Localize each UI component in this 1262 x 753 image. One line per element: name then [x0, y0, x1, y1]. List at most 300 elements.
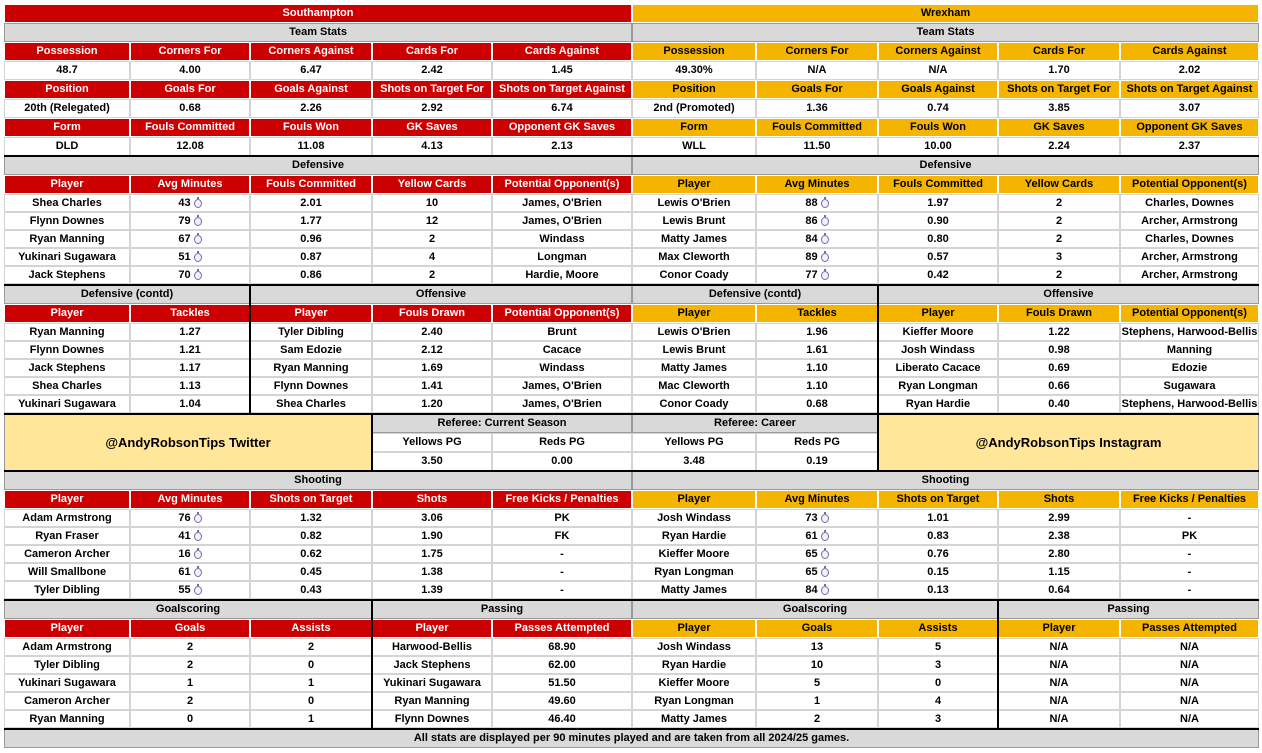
goalscoring-cell-left-text: Yukinari Sugawara [18, 676, 116, 689]
shooting-cell-right [632, 527, 756, 545]
referee-current-value [492, 452, 632, 471]
goalscoring-cell-left-text: Cameron Archer [24, 694, 110, 707]
team-stat-header-right-text: Fouls Committed [772, 121, 862, 133]
passing-header-left [492, 619, 632, 638]
shooting-title-right-text: Shooting [921, 474, 970, 486]
offensive-cell-left-text: 2.12 [421, 343, 443, 356]
defensive-contd-cell-right-text: Conor Coady [659, 397, 729, 410]
shooting-cell-left-text: - [560, 547, 564, 560]
shooting-cell-right [878, 509, 998, 527]
defensive-contd-cell-left [130, 359, 250, 377]
team-stat-value-right [998, 99, 1120, 118]
offensive-cell-left-text: 1.41 [421, 379, 443, 392]
defensive-cell-left-text: 0.96 [300, 232, 322, 245]
passing-cell-right [998, 692, 1120, 710]
team-stat-value-left [492, 137, 632, 156]
team-stat-header-right [1120, 118, 1259, 137]
defensive-contd-title-right-text: Defensive (contd) [708, 288, 802, 300]
shooting-cell-right-text: 61 [805, 529, 818, 542]
team-title-right-text: Wrexham [920, 7, 971, 19]
team-stat-header-left-text: Possession [36, 45, 98, 57]
offensive-cell-right-text: Stephens, Harwood-Bellis [1121, 397, 1258, 410]
defensive-cell-left-text: Windass [539, 232, 585, 245]
offensive-cell-right-text: 0.98 [1048, 343, 1070, 356]
team-stat-value-right-text: N/A [807, 64, 827, 76]
passing-header-right-text: Passes Attempted [1142, 622, 1237, 634]
passing-cell-left [492, 692, 632, 710]
shooting-cell-left-text: 1.38 [421, 565, 443, 578]
offensive-cell-left-text: Sam Edozie [280, 343, 342, 356]
shooting-cell-right [632, 545, 756, 563]
offensive-cell-right [998, 323, 1120, 341]
passing-cell-right [1120, 638, 1259, 656]
shooting-cell-right [998, 563, 1120, 581]
defensive-contd-title-left [4, 285, 250, 304]
shooting-header-right [998, 490, 1120, 509]
offensive-cell-right [998, 341, 1120, 359]
team-stat-value-left-text: 20th (Relegated) [24, 102, 110, 114]
defensive-cell-right-text: 2 [1055, 196, 1063, 209]
defensive-contd-cell-left [130, 323, 250, 341]
goalscoring-cell-right-text: 4 [934, 694, 942, 707]
team-stat-header-left [372, 42, 492, 61]
footer-note-text: All stats are displayed per 90 minutes played and are taken from all 2024/25 games. [413, 732, 850, 744]
shooting-title-left [4, 471, 632, 490]
passing-cell-right [998, 656, 1120, 674]
defensive-cell-right [998, 266, 1120, 284]
defensive-contd-cell-left [130, 377, 250, 395]
team-stat-header-right [878, 80, 998, 99]
defensive-header-right-text: Yellow Cards [1024, 178, 1094, 190]
goalscoring-cell-right [632, 638, 756, 656]
goalscoring-cell-left [130, 674, 250, 692]
defensive-contd-title-left-text: Defensive (contd) [80, 288, 174, 300]
goalscoring-cell-right-text: Josh Windass [657, 640, 731, 653]
offensive-header-left [372, 304, 492, 323]
defensive-contd-cell-right [632, 377, 756, 395]
shooting-cell-right [1120, 509, 1259, 527]
section-divider [249, 285, 251, 414]
team-stat-header-right-text: Fouls Won [909, 121, 966, 133]
shooting-cell-right-text: 1.01 [927, 511, 949, 524]
defensive-cell-left-text: James, O'Brien [522, 214, 602, 227]
offensive-cell-left [492, 395, 632, 413]
goalscoring-cell-left-text: 2 [186, 640, 194, 653]
team-stat-header-left [372, 118, 492, 137]
offensive-cell-left-text: James, O'Brien [522, 379, 602, 392]
shooting-cell-left [372, 545, 492, 563]
defensive-contd-cell-right [756, 359, 878, 377]
team-stat-value-left [130, 137, 250, 156]
defensive-contd-cell-left-text: 1.27 [179, 325, 201, 338]
passing-cell-right [998, 638, 1120, 656]
referee-current-value [372, 452, 492, 471]
defensive-cell-right-text: Archer, Armstrong [1141, 250, 1238, 263]
passing-cell-right-text: N/A [1049, 712, 1069, 725]
passing-cell-right [1120, 710, 1259, 728]
goalscoring-cell-right-text: 5 [934, 640, 942, 653]
goalscoring-cell-left [130, 710, 250, 728]
team-stat-value-right-text: 11.50 [803, 140, 831, 152]
defensive-cell-left [250, 266, 372, 284]
team-stat-header-left-text: Position [45, 83, 89, 95]
offensive-header-left-text: Player [294, 307, 328, 319]
goalscoring-cell-right-text: 3 [934, 712, 942, 725]
shooting-cell-right [1120, 581, 1259, 599]
passing-cell-left [372, 674, 492, 692]
defensive-contd-cell-right [632, 341, 756, 359]
defensive-cell-right [632, 266, 756, 284]
team-stat-value-left-text: 0.68 [179, 102, 201, 114]
defensive-cell-right [1120, 212, 1259, 230]
shooting-cell-left [250, 563, 372, 581]
goalscoring-header-left [250, 619, 372, 638]
offensive-cell-right-text: Liberato Cacace [895, 361, 981, 374]
shooting-cell-right-text: - [1187, 565, 1192, 578]
passing-cell-right-text: N/A [1180, 694, 1199, 707]
goalscoring-cell-left [4, 638, 130, 656]
team-stat-value-right [1120, 99, 1259, 118]
defensive-cell-left-text: Hardie, Moore [525, 268, 599, 281]
team-stat-header-right [756, 80, 878, 99]
goalscoring-title-right [632, 600, 998, 619]
offensive-header-left-text: Potential Opponent(s) [504, 307, 620, 319]
passing-cell-left [372, 638, 492, 656]
defensive-contd-cell-left-text: Jack Stephens [28, 361, 106, 374]
shooting-cell-left [492, 527, 632, 545]
offensive-title-right [878, 285, 1259, 304]
defensive-cell-right [1120, 248, 1259, 266]
defensive-contd-title-right [632, 285, 878, 304]
offensive-cell-left [372, 341, 492, 359]
goalscoring-cell-right-text: Ryan Hardie [661, 658, 727, 671]
passing-cell-left-text: Harwood-Bellis [391, 640, 473, 653]
defensive-cell-right [632, 230, 756, 248]
referee-career-header-text: Yellows PG [664, 436, 724, 448]
team-stat-header-left [4, 80, 130, 99]
defensive-contd-cell-left [4, 323, 130, 341]
team-stat-header-right-text: Form [680, 121, 708, 133]
shooting-header-left-text: Shots on Target [269, 493, 353, 505]
team-stat-header-left-text: Form [53, 121, 81, 133]
shooting-cell-left-text: 55 [178, 583, 191, 596]
defensive-contd-cell-right-text: Lewis Brunt [662, 343, 726, 356]
defensive-cell-right-text: 0.57 [927, 250, 949, 263]
defensive-cell-right-text: 77 [805, 268, 818, 281]
goalscoring-cell-right-text: 5 [813, 676, 821, 689]
defensive-cell-left [250, 194, 372, 212]
offensive-cell-left [372, 395, 492, 413]
shooting-cell-left-text: Ryan Fraser [35, 529, 99, 542]
defensive-cell-left-text: Longman [537, 250, 587, 263]
defensive-header-left-text: Player [50, 178, 84, 190]
shooting-cell-right-text: - [1187, 583, 1192, 596]
offensive-cell-left [492, 377, 632, 395]
shooting-cell-right [632, 563, 756, 581]
goalscoring-cell-left-text: Ryan Manning [29, 712, 105, 725]
offensive-cell-right [1120, 377, 1259, 395]
offensive-cell-right [878, 377, 998, 395]
goalscoring-cell-right [878, 674, 998, 692]
team-stat-header-right-text: Goals For [791, 83, 843, 95]
passing-cell-right-text: N/A [1049, 658, 1069, 671]
defensive-cell-left [4, 212, 130, 230]
goalscoring-cell-right-text: 13 [810, 640, 824, 653]
goalscoring-cell-right-text: 2 [813, 712, 821, 725]
shooting-cell-right [756, 527, 878, 545]
defensive-cell-right-text: 3 [1055, 250, 1063, 263]
goalscoring-cell-left-text: 2 [186, 658, 194, 671]
defensive-contd-header-right-text: Tackles [797, 307, 837, 319]
goalscoring-cell-left [250, 656, 372, 674]
defensive-contd-cell-left [4, 377, 130, 395]
defensive-cell-right-text: Archer, Armstrong [1141, 268, 1238, 281]
team-stat-header-left-text: Goals Against [274, 83, 348, 95]
goalscoring-cell-right [632, 692, 756, 710]
team-stat-header-left [4, 118, 130, 137]
team-stat-value-left [4, 99, 130, 118]
defensive-cell-left-text: Shea Charles [32, 196, 102, 209]
defensive-cell-left [372, 266, 492, 284]
shooting-cell-left [4, 581, 130, 599]
shooting-cell-left-text: 0.43 [300, 583, 322, 596]
shooting-header-right-text: Free Kicks / Penalties [1132, 493, 1247, 505]
referee-career-header-text: Reds PG [794, 436, 840, 448]
instagram-promo [878, 414, 1259, 471]
shooting-cell-right [998, 581, 1120, 599]
defensive-cell-right [632, 194, 756, 212]
team-stat-header-right [1120, 80, 1259, 99]
stopwatch-icon [194, 199, 202, 208]
shooting-cell-right [632, 581, 756, 599]
section-divider [371, 414, 373, 471]
shooting-cell-left-text: 0.45 [300, 565, 322, 578]
defensive-cell-right-text: 2 [1055, 214, 1063, 227]
shooting-header-left-text: Player [50, 493, 84, 505]
defensive-cell-left [4, 266, 130, 284]
team-stat-value-left-text: 4.00 [179, 64, 201, 76]
team-stat-header-right-text: Position [672, 83, 716, 95]
defensive-contd-cell-left [130, 395, 250, 413]
shooting-cell-left [4, 527, 130, 545]
shooting-header-left-text: Free Kicks / Penalties [505, 493, 619, 505]
team-stat-header-right [1120, 42, 1259, 61]
defensive-contd-header-right [756, 304, 878, 323]
team-stat-value-right-text: N/A [928, 64, 948, 76]
passing-header-left [372, 619, 492, 638]
team-stat-header-right [632, 42, 756, 61]
defensive-contd-header-left [130, 304, 250, 323]
team-stat-header-right [998, 80, 1120, 99]
offensive-cell-left [250, 359, 372, 377]
team-stat-header-left [130, 80, 250, 99]
goalscoring-cell-left-text: Tyler Dibling [34, 658, 100, 671]
goalscoring-cell-left-text: 0 [307, 694, 315, 707]
defensive-cell-right-text: 1.97 [927, 196, 949, 209]
team-stat-value-left [130, 61, 250, 80]
shooting-cell-left-text: 1.75 [421, 547, 443, 560]
defensive-contd-cell-left [130, 341, 250, 359]
goalscoring-title-right-text: Goalscoring [782, 603, 848, 615]
offensive-header-right-text: Fouls Drawn [1025, 307, 1092, 319]
defensive-cell-right [756, 194, 878, 212]
offensive-cell-left [492, 341, 632, 359]
goalscoring-cell-left-text: 1 [307, 676, 315, 689]
section-divider [877, 414, 879, 471]
passing-cell-left [492, 674, 632, 692]
offensive-cell-right-text: Josh Windass [901, 343, 975, 356]
defensive-cell-left-text: 51 [178, 250, 191, 263]
team-stat-value-left [4, 137, 130, 156]
goalscoring-cell-left-text: Adam Armstrong [22, 640, 112, 653]
stopwatch-icon [821, 568, 829, 577]
shooting-cell-right-text: 0.83 [927, 529, 949, 542]
passing-cell-left-text: Jack Stephens [393, 658, 471, 671]
shooting-cell-right [878, 527, 998, 545]
defensive-contd-cell-right [756, 323, 878, 341]
shooting-cell-left-text: Cameron Archer [24, 547, 110, 560]
defensive-cell-left [4, 248, 130, 266]
team-stat-value-left [4, 61, 130, 80]
shooting-cell-left-text: - [560, 565, 564, 578]
shooting-cell-left [130, 545, 250, 563]
shooting-cell-right [1120, 563, 1259, 581]
team-stat-value-left [250, 61, 372, 80]
defensive-cell-right-text: Charles, Downes [1145, 232, 1234, 245]
team-stat-header-left-text: Fouls Committed [145, 121, 235, 133]
passing-title-right-text: Passing [1107, 603, 1150, 615]
defensive-header-right [998, 175, 1120, 194]
defensive-cell-left-text: 2 [428, 232, 436, 245]
offensive-cell-left-text: Shea Charles [276, 397, 346, 410]
defensive-cell-left [372, 212, 492, 230]
team-stats-title-left [4, 23, 632, 42]
section-divider [4, 470, 1259, 472]
team-stat-header-right-text: GK Saves [1033, 121, 1085, 133]
goalscoring-cell-right [632, 710, 756, 728]
referee-career-title-text: Referee: Career [714, 417, 796, 429]
team-stat-header-right-text: Goals Against [901, 83, 975, 95]
twitter-promo-text: @AndyRobsonTips Twitter [105, 435, 271, 450]
shooting-cell-left [250, 581, 372, 599]
team-stat-header-left-text: Corners Against [268, 45, 354, 57]
shooting-cell-right [998, 509, 1120, 527]
team-stat-value-right [1120, 61, 1259, 80]
goalscoring-cell-right [878, 656, 998, 674]
defensive-header-left-text: Potential Opponent(s) [504, 178, 620, 190]
defensive-cell-right-text: Charles, Downes [1145, 196, 1234, 209]
defensive-header-left-text: Fouls Committed [266, 178, 356, 190]
defensive-contd-cell-right-text: Mac Cleworth [658, 379, 730, 392]
team-stat-value-right [632, 137, 756, 156]
defensive-cell-left [372, 230, 492, 248]
passing-cell-left-text: 46.40 [548, 712, 576, 725]
passing-title-right [998, 600, 1259, 619]
defensive-contd-cell-left-text: Shea Charles [32, 379, 102, 392]
shooting-cell-left [492, 581, 632, 599]
passing-cell-right [1120, 674, 1259, 692]
referee-current-header-text: Yellows PG [402, 436, 462, 448]
defensive-cell-right [878, 194, 998, 212]
shooting-cell-left [250, 509, 372, 527]
stopwatch-icon [821, 586, 829, 595]
team-stat-value-left [492, 99, 632, 118]
team-stats-title-right [632, 23, 1259, 42]
offensive-cell-right-text: 1.22 [1048, 325, 1070, 338]
goalscoring-cell-left-text: 2 [186, 694, 194, 707]
team-stat-header-left [250, 80, 372, 99]
team-stat-value-left-text: 48.7 [56, 64, 78, 76]
goalscoring-cell-right [756, 638, 878, 656]
shooting-cell-left [372, 509, 492, 527]
shooting-cell-left [492, 545, 632, 563]
shooting-cell-left [250, 527, 372, 545]
defensive-cell-right-text: Matty James [660, 232, 728, 245]
shooting-header-right-text: Avg Minutes [784, 493, 850, 505]
passing-cell-left [372, 710, 492, 728]
shooting-cell-right-text: - [1187, 547, 1192, 560]
team-stat-value-right-text: 2.02 [1178, 64, 1201, 76]
offensive-cell-right [1120, 359, 1259, 377]
defensive-cell-left [4, 230, 130, 248]
defensive-cell-left [492, 230, 632, 248]
team-stat-value-right-text: 2nd (Promoted) [653, 102, 735, 114]
team-stat-value-right [998, 61, 1120, 80]
defensive-contd-cell-right [756, 341, 878, 359]
stopwatch-icon [821, 199, 829, 208]
defensive-contd-cell-right-text: 1.10 [806, 361, 828, 374]
shooting-cell-left [130, 563, 250, 581]
team-stat-value-right-text: 0.74 [927, 102, 949, 114]
defensive-contd-cell-right-text: 1.96 [806, 325, 828, 338]
shooting-cell-right-text: 0.76 [927, 547, 949, 560]
offensive-cell-left [372, 377, 492, 395]
team-stat-header-left [492, 118, 632, 137]
passing-header-left-text: Passes Attempted [514, 622, 610, 634]
offensive-cell-right-text: Stephens, Harwood-Bellis [1121, 325, 1258, 338]
team-stat-header-left [130, 42, 250, 61]
team-stat-header-right [632, 80, 756, 99]
team-stat-header-left-text: Goals For [164, 83, 216, 95]
team-stat-header-right [878, 42, 998, 61]
shooting-header-left [372, 490, 492, 509]
offensive-cell-left [250, 341, 372, 359]
defensive-header-right-text: Fouls Committed [893, 178, 983, 190]
shooting-cell-left-text: 0.62 [300, 547, 322, 560]
team-stat-value-left-text: 2.42 [421, 64, 443, 76]
stopwatch-icon [821, 532, 829, 541]
defensive-cell-right-text: 89 [805, 250, 818, 263]
defensive-title-left [4, 156, 632, 175]
section-divider [997, 600, 999, 729]
defensive-cell-right [1120, 230, 1259, 248]
shooting-cell-right-text: 1.15 [1048, 565, 1070, 578]
passing-cell-left-text: Ryan Manning [394, 694, 470, 707]
offensive-cell-left-text: Windass [539, 361, 585, 374]
defensive-cell-right-text: 0.42 [927, 268, 949, 281]
defensive-contd-cell-right-text: Lewis O'Brien [657, 325, 731, 338]
referee-current-title [372, 414, 632, 433]
goalscoring-cell-right [756, 692, 878, 710]
defensive-header-right-text: Potential Opponent(s) [1132, 178, 1247, 190]
goalscoring-cell-left-text: 1 [307, 712, 315, 725]
defensive-header-right [632, 175, 756, 194]
passing-cell-right-text: N/A [1180, 640, 1199, 653]
passing-cell-right-text: N/A [1180, 712, 1199, 725]
shooting-cell-left-text: Will Smallbone [27, 565, 107, 578]
section-divider [877, 285, 879, 414]
defensive-cell-right-text: 2 [1055, 232, 1063, 245]
